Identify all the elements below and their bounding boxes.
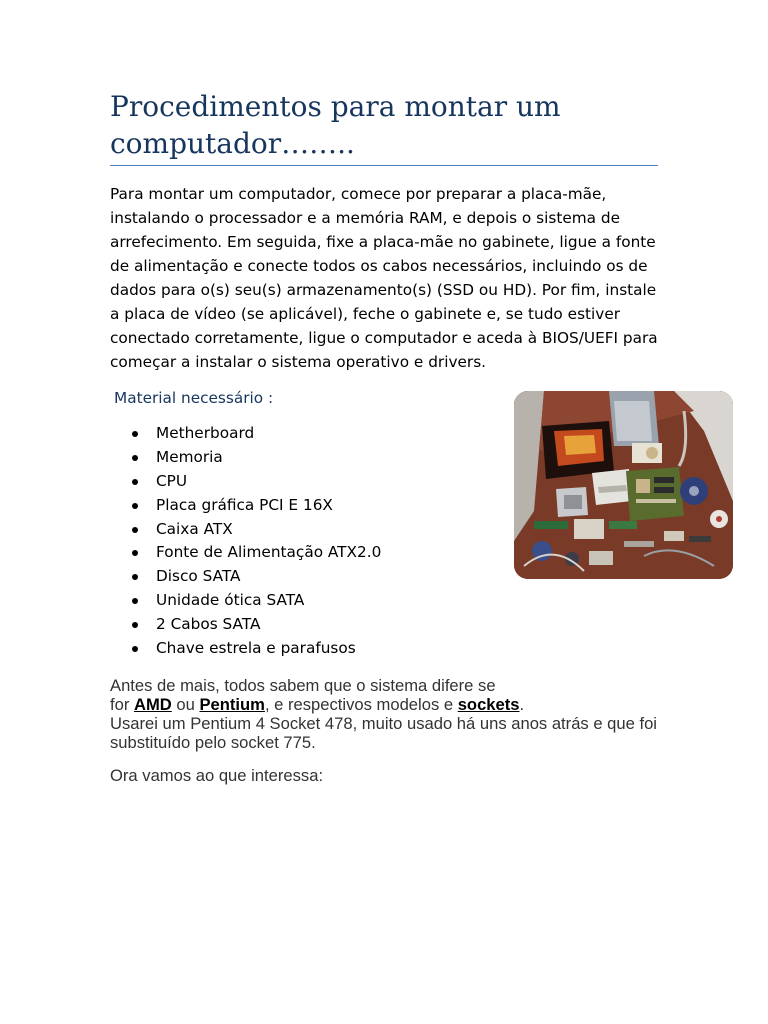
list-item [110, 470, 381, 494]
bullet-icon [132, 503, 138, 509]
list-item [110, 494, 381, 518]
materials-heading: Material necessário : [114, 389, 274, 407]
list-item-label: Disco SATA [156, 567, 241, 586]
list-item [110, 446, 381, 470]
bullet-icon [132, 455, 138, 461]
para2-period: . [519, 695, 525, 714]
para2-line3: Usarei um Pentium 4 Socket 478, muito usado há uns anos atrás e que foi substituído pelo socket 775. [110, 714, 657, 752]
materials-list [110, 422, 381, 661]
bullet-icon [132, 574, 138, 580]
para2-for-text: for [110, 695, 134, 714]
bullet-icon [132, 622, 138, 628]
bullet-icon [132, 431, 138, 437]
closing-paragraph: Ora vamos ao que interessa: [110, 766, 324, 785]
bullet-icon [132, 479, 138, 485]
list-item-label: 2 Cabos SATA [156, 615, 261, 634]
list-item-label: Placa gráfica PCI E 16X [156, 495, 333, 514]
pentium-link[interactable]: Pentium [199, 695, 265, 714]
para2-middle-text: , e respectivos modelos e [264, 695, 458, 714]
list-item-label: Metherboard [156, 424, 255, 442]
list-item [110, 565, 381, 589]
bullet-icon [132, 550, 138, 556]
bullet-icon [132, 598, 138, 604]
list-item-label: CPU [156, 471, 188, 490]
list-item-label: Caixa ATX [156, 519, 233, 538]
computer-parts-photo [514, 391, 733, 579]
intro-paragraph: Para montar um computador, comece por preparar a placa-mãe, instalando o processador e a memória RAM, e depois o sistema de arrefecimento. Em seguida, fixe a placa-mãe no gabinete, ligue a fonte de alimentação e conecte todos os cabos necessários, incluindo os de dados para o(s) seu(s) armazenamento(s) (SSD ou HD). Por fim, instale a placa de vídeo (se aplicável), feche o gabinete e, se tudo estiver conectado corretamente, ligue o computador e aceda à BIOS/UEFI para começar a instalar o sistema operativo e drivers. [110, 185, 658, 371]
para2-ou-text: ou [171, 695, 200, 714]
title-underline-rule [110, 165, 658, 166]
processor-platform-paragraph [110, 676, 670, 752]
list-item [110, 589, 381, 613]
list-item [110, 637, 381, 661]
list-item-label: Fonte de Alimentação ATX2.0 [156, 543, 382, 562]
list-item [110, 422, 381, 446]
list-item-label: Memoria [156, 447, 223, 466]
sockets-link[interactable]: sockets [457, 695, 520, 714]
list-item-label: Unidade ótica SATA [156, 591, 305, 610]
list-item [110, 613, 381, 637]
para2-line1: Antes de mais, todos sabem que o sistema difere se [110, 676, 496, 695]
bullet-icon [132, 646, 138, 652]
document-title: Procedimentos para montar um computador…….. [110, 90, 561, 160]
list-item [110, 541, 381, 565]
list-item-label: Chave estrela e parafusos [156, 639, 356, 658]
list-item [110, 518, 381, 542]
amd-link[interactable]: AMD [133, 695, 172, 714]
bullet-icon [132, 527, 138, 533]
